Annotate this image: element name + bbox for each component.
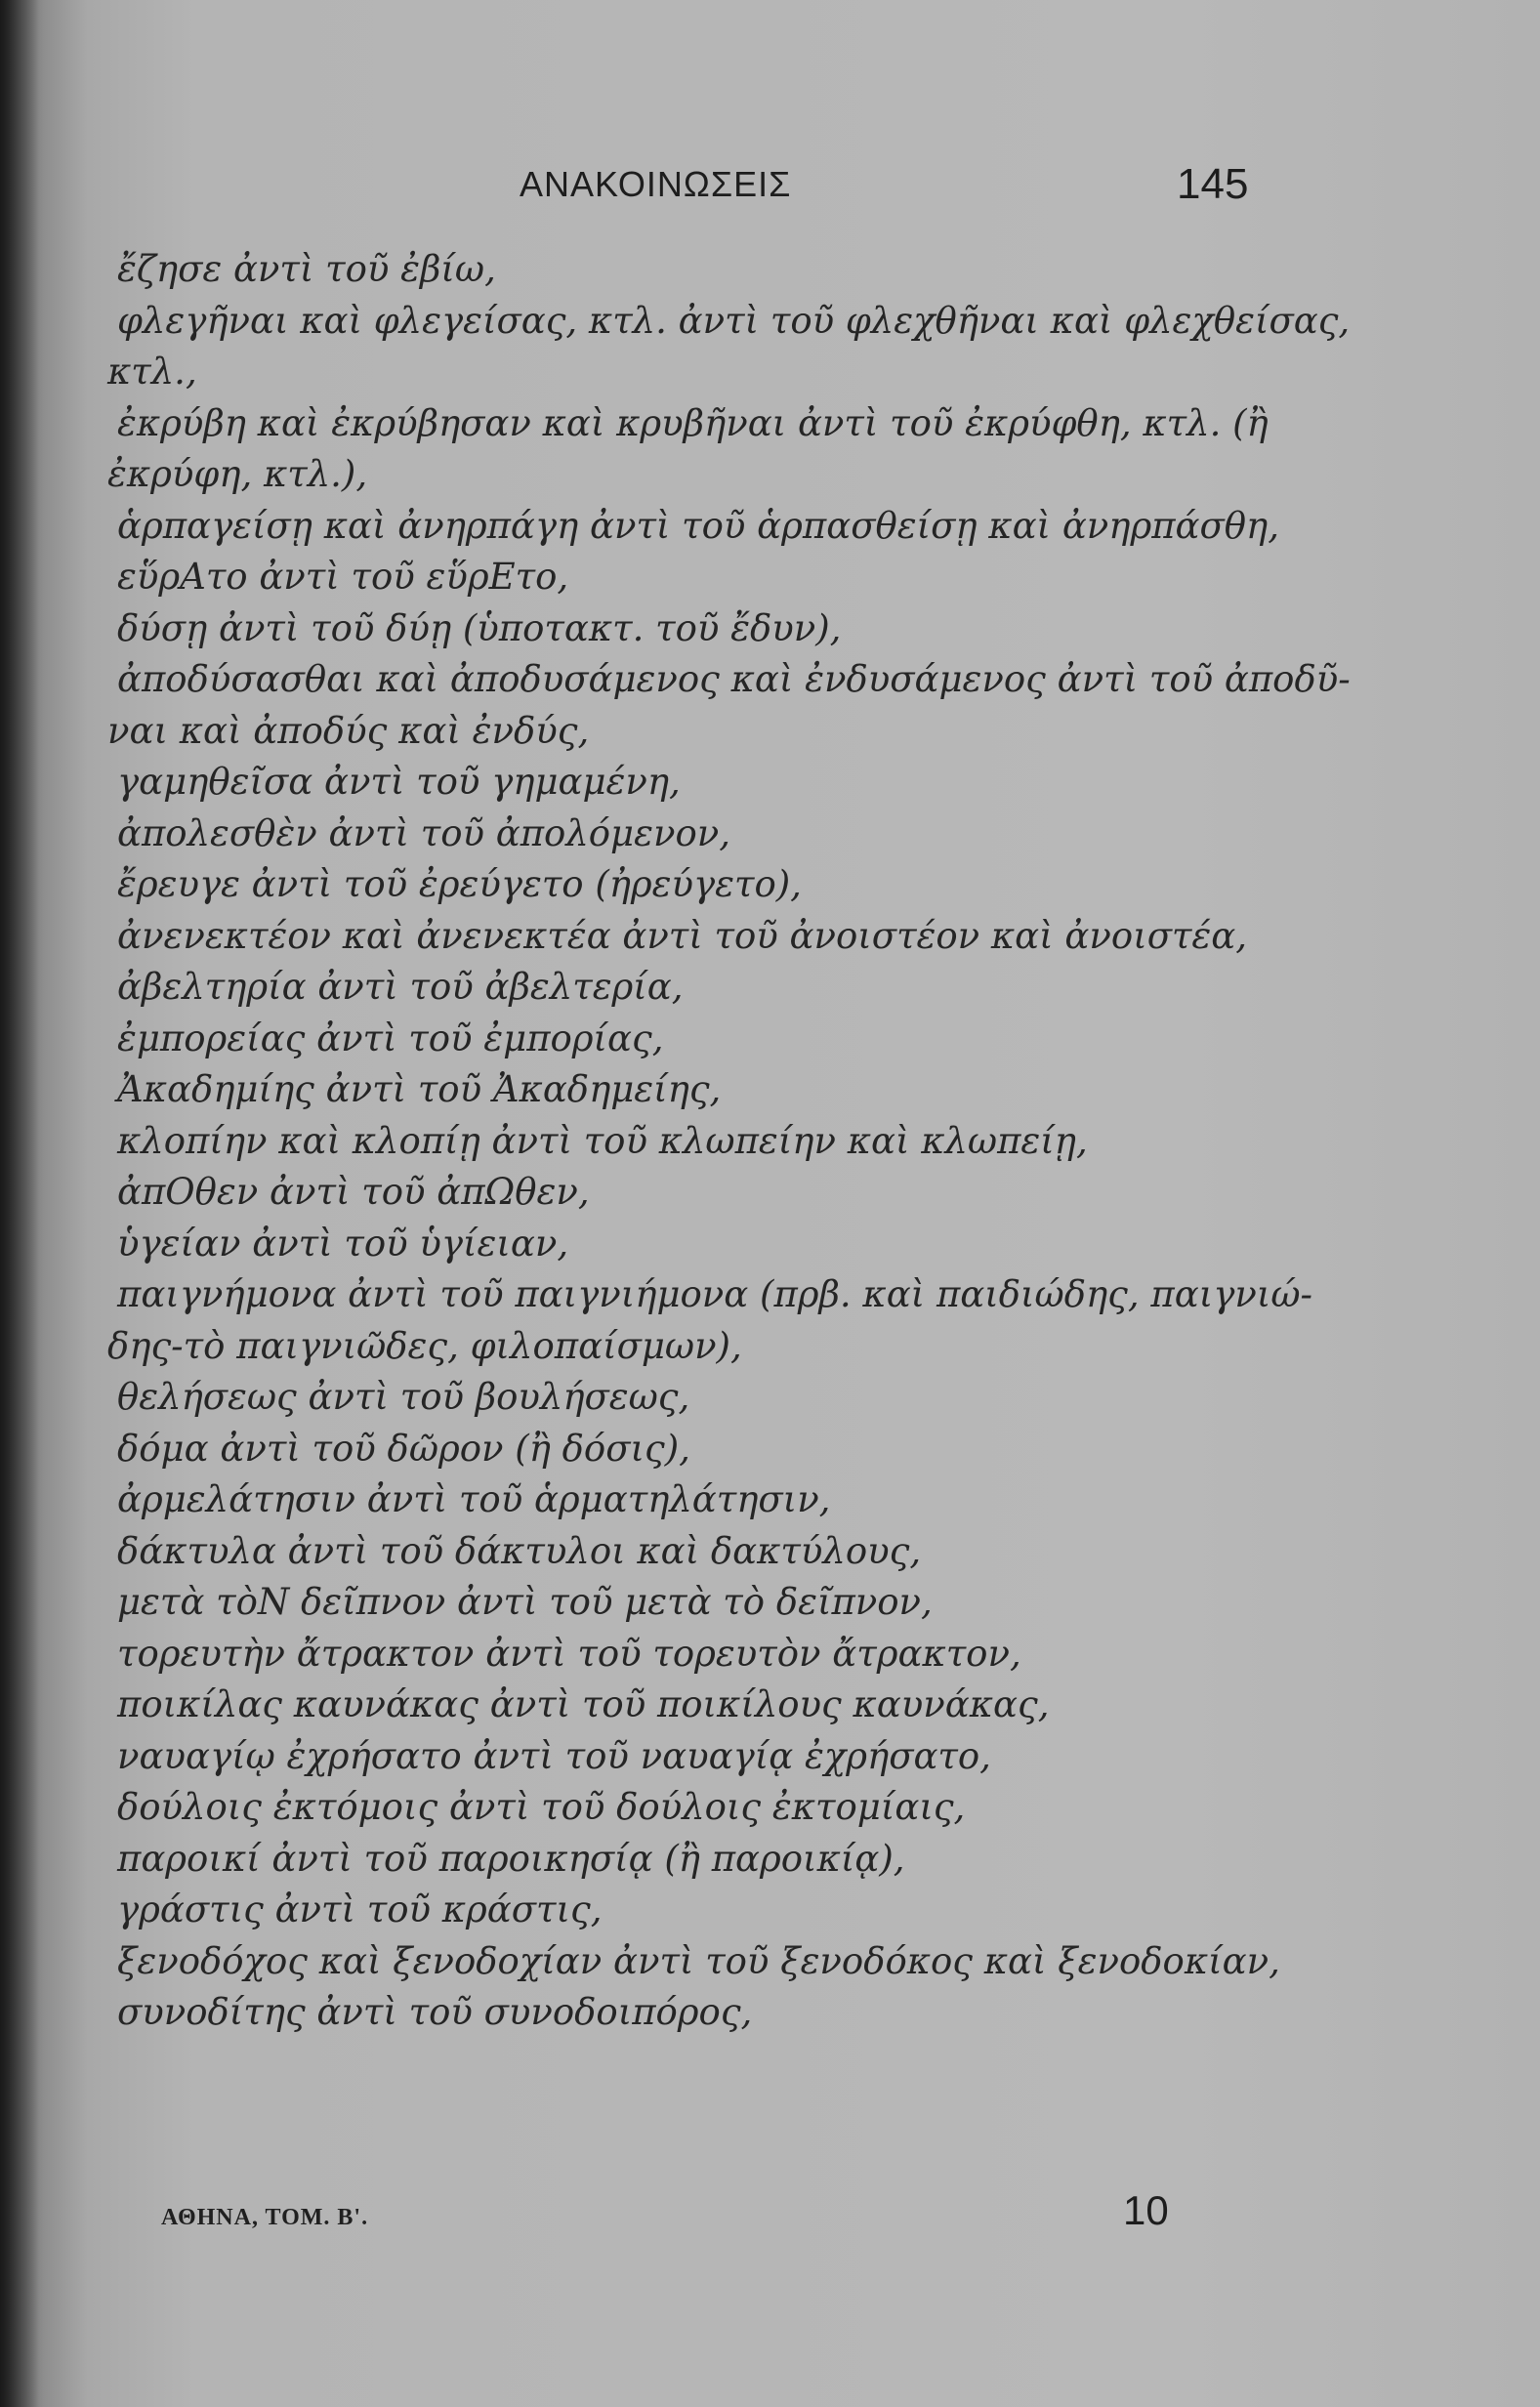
- text-line: ἔζησε ἀντὶ τοῦ ἐβίω,: [117, 248, 496, 290]
- text-line: ἐκρύφη, κτλ.),: [107, 453, 368, 495]
- text-line: φλεγῆναι καὶ φλεγείσας, κτλ. ἀντὶ τοῦ φλεχθῆναι καὶ φλεχθείσας,: [117, 299, 1351, 342]
- text-line: ἀπΟθεν ἀντὶ τοῦ ἀπΩθεν,: [117, 1171, 590, 1213]
- running-title: ΑΝΑΚΟΙΝΩΣΕΙΣ: [520, 164, 792, 204]
- text-line: συνοδίτης ἀντὶ τοῦ συνοδοιπόρος,: [117, 1991, 753, 2033]
- page-number: 145: [1177, 160, 1249, 208]
- text-line: ἔρευγε ἀντὶ τοῦ ἐρεύγετο (ἠρεύγετο),: [117, 863, 802, 905]
- text-line: εὕρΑτο ἀντὶ τοῦ εὕρΕτο,: [117, 556, 569, 598]
- text-line: ποικίλας καυνάκας ἀντὶ τοῦ ποικίλους καυνάκας,: [117, 1683, 1050, 1725]
- binding-shadow: [0, 0, 39, 2407]
- text-line: δούλοις ἐκτόμοις ἀντὶ τοῦ δούλοις ἐκτομίαις,: [117, 1786, 966, 1828]
- text-line: ναι καὶ ἀποδύς καὶ ἐνδύς,: [107, 709, 590, 752]
- sheet-number: 10: [1123, 2187, 1169, 2233]
- text-line: δης-τὸ παιγνιῶδες, φιλοπαίσμων),: [107, 1324, 742, 1367]
- text-line: ἀποδύσασθαι καὶ ἀποδυσάμενος καὶ ἐνδυσάμενος ἀντὶ τοῦ ἀποδῦ-: [117, 658, 1351, 700]
- text-line: ὑγείαν ἀντὶ τοῦ ὑγίειαν,: [117, 1222, 569, 1265]
- text-line: γράστις ἀντὶ τοῦ κράστις,: [117, 1888, 603, 1930]
- text-line: κλοπίην καὶ κλοπίῃ ἀντὶ τοῦ κλωπείην καὶ κλωπείῃ,: [117, 1119, 1088, 1162]
- text-line: ἐμπορείας ἀντὶ τοῦ ἐμπορίας,: [117, 1017, 664, 1059]
- text-line: Ἀκαδημίης ἀντὶ τοῦ Ἀκαδημείης,: [117, 1068, 722, 1110]
- page-header: [0, 156, 1540, 215]
- text-line: δύσῃ ἀντὶ τοῦ δύῃ (ὑποτακτ. τοῦ ἔδυν),: [117, 606, 842, 649]
- body-text: [107, 244, 1351, 2039]
- text-line: μετὰ τὸΝ δεῖπνον ἀντὶ τοῦ μετὰ τὸ δεῖπνον,: [117, 1581, 933, 1623]
- text-line: τορευτὴν ἄτρακτον ἀντὶ τοῦ τορευτὸν ἄτρακτον,: [117, 1632, 1021, 1675]
- text-line: ἀνενεκτέον καὶ ἀνενεκτέα ἀντὶ τοῦ ἀνοιστέον καὶ ἀνοιστέα,: [117, 914, 1248, 957]
- text-line: ἀβελτηρία ἀντὶ τοῦ ἀβελτερία,: [117, 966, 684, 1008]
- page-footer: [0, 2187, 1540, 2246]
- text-line: ἀρμελάτησιν ἀντὶ τοῦ ἁρματηλάτησιν,: [117, 1478, 831, 1520]
- text-line: παροικί ἀντὶ τοῦ παροικησίᾳ (ἢ παροικίᾳ),: [117, 1837, 905, 1880]
- text-line: δάκτυλα ἀντὶ τοῦ δάκτυλοι καὶ δακτύλους,: [117, 1529, 922, 1572]
- text-line: ἐκρύβη καὶ ἐκρύβησαν καὶ κρυβῆναι ἀντὶ τοῦ ἐκρύφθη, κτλ. (ἢ: [117, 401, 1269, 444]
- text-line: ἁρπαγείσῃ καὶ ἀνηρπάγη ἀντὶ τοῦ ἁρπασθείσῃ καὶ ἀνηρπάσθη,: [117, 504, 1279, 547]
- text-line: γαμηθεῖσα ἀντὶ τοῦ γημαμένη,: [117, 761, 681, 803]
- text-line: κτλ.,: [107, 351, 197, 393]
- text-line: ἀπολεσθὲν ἀντὶ τοῦ ἀπολόμενον,: [117, 811, 730, 854]
- text-line: ναυαγίῳ ἐχρήσατο ἀντὶ τοῦ ναυαγίᾳ ἐχρήσατο,: [117, 1734, 991, 1777]
- text-line: θελήσεως ἀντὶ τοῦ βουλήσεως,: [117, 1376, 690, 1418]
- signature-mark: ΑΘΗΝΑ, ΤΟΜ. Β'.: [161, 2205, 369, 2230]
- text-line: παιγνήμονα ἀντὶ τοῦ παιγνιήμονα (πρβ. καὶ παιδιώδης, παιγνιώ-: [117, 1273, 1312, 1315]
- text-line: ξενοδόχος καὶ ξενοδοχίαν ἀντὶ τοῦ ξενοδόκος καὶ ξενοδοκίαν,: [117, 1939, 1280, 1982]
- text-line: δόμα ἀντὶ τοῦ δῶρον (ἢ δόσις),: [117, 1427, 690, 1470]
